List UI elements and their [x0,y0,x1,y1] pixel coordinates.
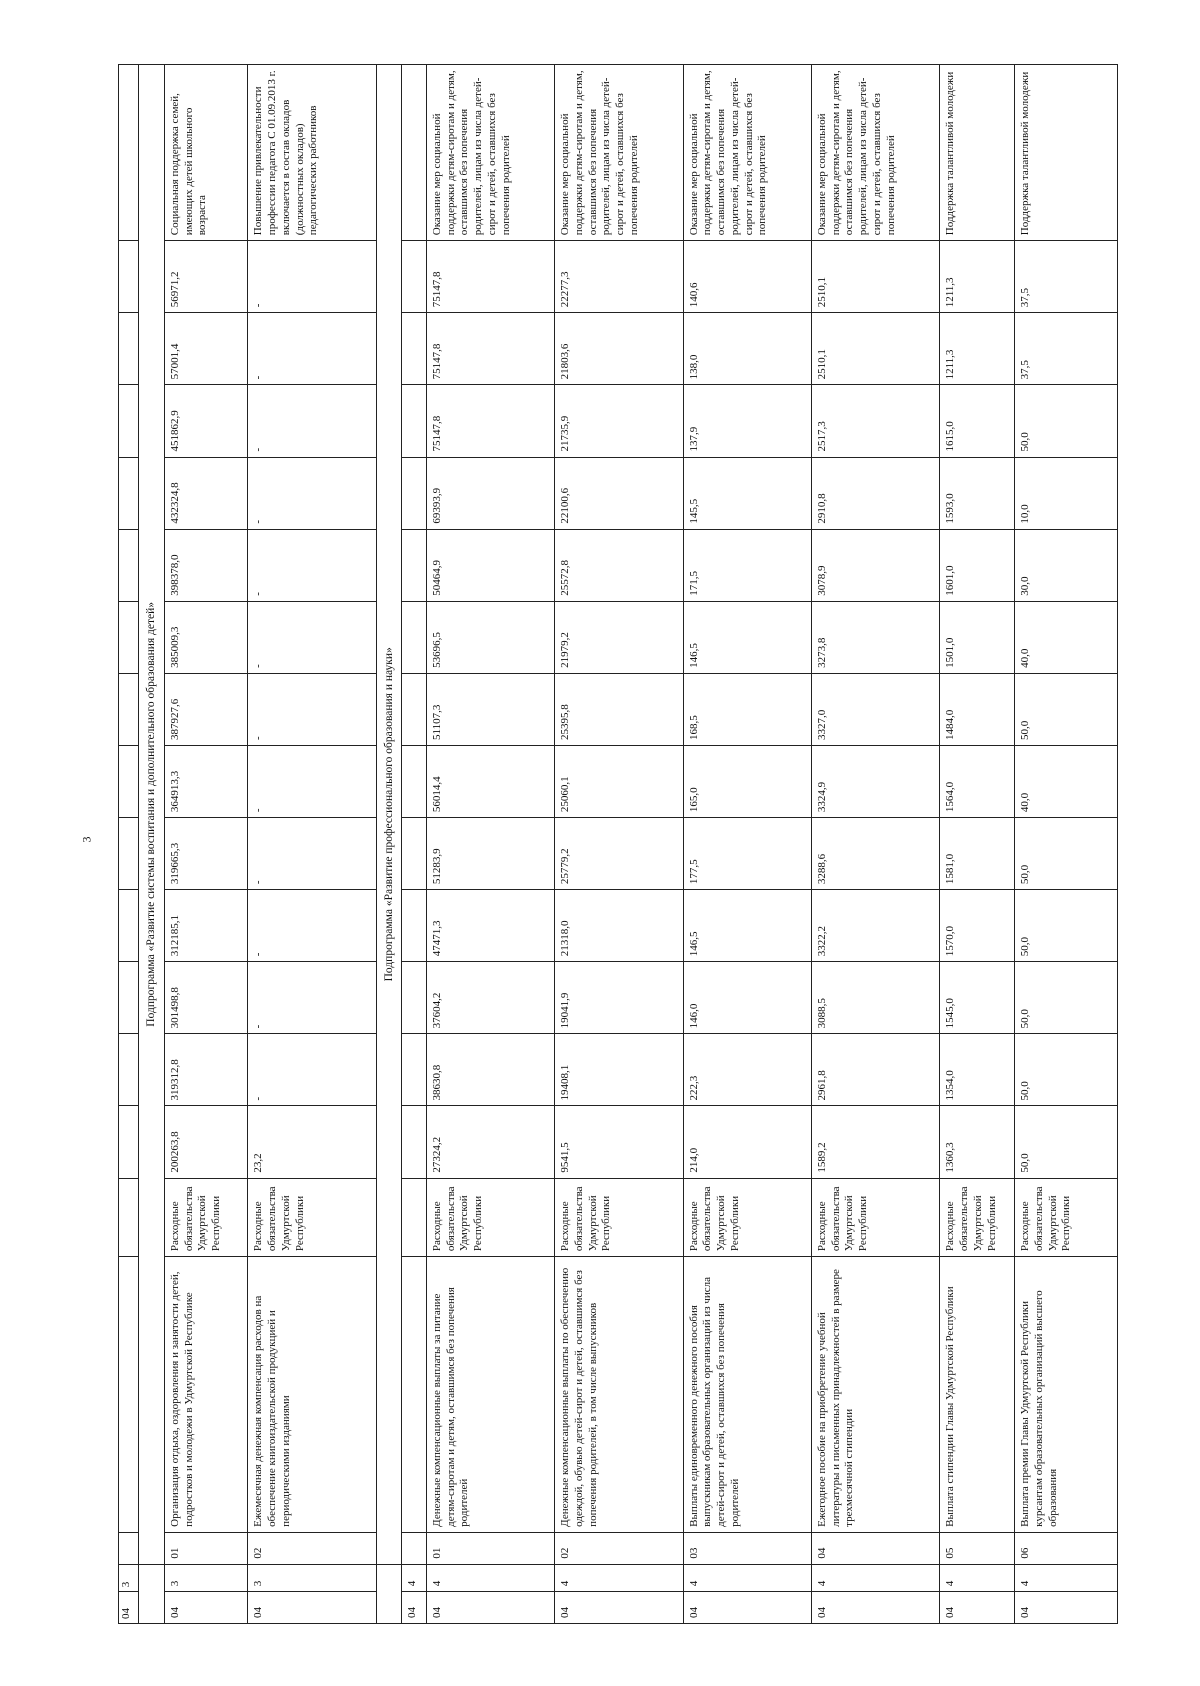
table-cell: 4 [555,1564,683,1592]
table-cell: 47471,3 [426,890,554,962]
table-cell: 146,5 [683,890,811,962]
table-cell: 214,0 [683,1106,811,1178]
table-cell: 23,2 [248,1106,376,1178]
table-cell: 1211,3 [940,241,1015,313]
subprogram-row [376,65,402,1624]
table-cell [119,1034,139,1106]
table-cell [402,385,426,457]
table-cell: 4 [1015,1564,1118,1592]
table-cell: 4 [940,1564,1015,1592]
table-cell [402,313,426,385]
table-cell: 4 [811,1564,939,1592]
table-cell: 385009,3 [164,601,247,673]
table-cell [402,890,426,962]
table-cell: 146,5 [683,601,811,673]
table-cell: 02 [248,1532,376,1564]
table-cell: 138,0 [683,313,811,385]
table-cell: 38630,8 [426,1034,554,1106]
table-cell: 137,9 [683,385,811,457]
table-cell [402,1532,426,1564]
table-cell [119,1178,139,1256]
table-cell: 50,0 [1015,962,1118,1034]
table-cell [119,1106,139,1178]
table-cell: 387927,6 [164,673,247,745]
table-cell: 3273,8 [811,601,939,673]
table-cell: Расходные обязательства Удмуртской Республики [555,1178,683,1256]
table-cell: - [248,529,376,601]
table-cell: 25395,8 [555,673,683,745]
table-cell: 4 [402,1564,426,1592]
header-code-row [119,65,139,1624]
table-row [164,65,247,1624]
table-cell [402,962,426,1034]
table-cell [402,601,426,673]
table-cell: - [248,601,376,673]
table-cell: 1211,3 [940,313,1015,385]
table-cell: 50,0 [1015,1034,1118,1106]
table-cell: 04 [402,1592,426,1624]
table-cell: 4 [426,1564,554,1592]
table-cell: 200263,8 [164,1106,247,1178]
table-cell: 1484,0 [940,673,1015,745]
table-cell [119,457,139,529]
table-cell: - [248,745,376,817]
table-row [1015,65,1118,1624]
table-cell: 50,0 [1015,890,1118,962]
table-cell: 2510,1 [811,241,939,313]
table-cell: 3322,2 [811,890,939,962]
table-cell [119,890,139,962]
table-cell: Оказание мер социальной поддержки детям-сиротам и детям, оставшимся без попечения родителей, лицам из числа детей-сирот и детей, оставшихся без попечения родителей [426,65,554,241]
table-cell: 432324,8 [164,457,247,529]
table-row [426,65,554,1624]
table-cell: Оказание мер социальной поддержки детям-сиротам и детям, оставшимся без попечения родителей, лицам из числа детей-сирот и детей, оставшихся без попечения родителей [683,65,811,241]
subprogram-code-cell [376,1564,402,1623]
table-cell: Социальная поддержка семей, имеющих детей школьного возраста [164,65,247,241]
table-cell: - [248,818,376,890]
table-cell: 50,0 [1015,1106,1118,1178]
table-cell [119,745,139,817]
table-cell: 30,0 [1015,529,1118,601]
table-cell [402,1106,426,1178]
table-cell: 02 [555,1532,683,1564]
table-cell: 3 [248,1564,376,1592]
table-cell: Денежные компенсационные выплаты по обеспечению одеждой, обувью детей-сирот и детей, оставшимся без попечения родителей, в том числе выпускников [555,1257,683,1533]
table-cell [119,962,139,1034]
table-cell: Денежные компенсационные выплаты за питание детям-сиротам и детям, оставшимся без попечения родителей [426,1257,554,1533]
table-cell: 177,5 [683,818,811,890]
table-cell: 2517,3 [811,385,939,457]
table-cell [402,457,426,529]
table-cell: 04 [683,1592,811,1624]
table-cell: 51283,9 [426,818,554,890]
table-cell: 2910,8 [811,457,939,529]
table-cell: Расходные обязательства Удмуртской Республики [164,1178,247,1256]
table-cell: 04 [1015,1592,1118,1624]
table-cell [119,385,139,457]
table-cell: 10,0 [1015,457,1118,529]
table-cell [119,1257,139,1533]
table-cell: 50,0 [1015,818,1118,890]
table-cell: 01 [164,1532,247,1564]
table-cell: 165,0 [683,745,811,817]
table-cell: - [248,241,376,313]
table-cell [402,818,426,890]
table-cell [119,65,139,241]
table-cell: 398378,0 [164,529,247,601]
table-cell: 451862,9 [164,385,247,457]
table-cell: 21735,9 [555,385,683,457]
table-cell: 140,6 [683,241,811,313]
table-cell: 168,5 [683,673,811,745]
table-row [940,65,1015,1624]
table-cell: 319312,8 [164,1034,247,1106]
table-cell: - [248,313,376,385]
table-cell: 1615,0 [940,385,1015,457]
table-cell [119,313,139,385]
table-cell: 2510,1 [811,313,939,385]
table-cell: 04 [119,1592,139,1624]
table-cell: - [248,673,376,745]
table-cell: 75147,8 [426,385,554,457]
table-cell: - [248,385,376,457]
table-cell: Расходные обязательства Удмуртской Республики [940,1178,1015,1256]
table-cell: 50,0 [1015,673,1118,745]
table-cell: 04 [164,1592,247,1624]
table-cell [402,1034,426,1106]
table-cell: 312185,1 [164,890,247,962]
subprogram-title: Подпрограмма «Развитие системы воспитания и дополнительного образования детей» [139,65,165,1565]
table-cell: 27324,2 [426,1106,554,1178]
table-cell: 22277,3 [555,241,683,313]
table-cell: Расходные обязательства Удмуртской Республики [426,1178,554,1256]
table-cell: 57001,4 [164,313,247,385]
subprogram-code-cell [139,1564,165,1623]
table-cell: 1570,0 [940,890,1015,962]
table-cell [402,1178,426,1256]
table-cell: 3088,5 [811,962,939,1034]
table-cell: 50,0 [1015,385,1118,457]
table-cell [119,818,139,890]
table-cell: 04 [248,1592,376,1624]
table-cell: 1589,2 [811,1106,939,1178]
table-cell: 25060,1 [555,745,683,817]
table-cell: 3 [119,1564,139,1592]
table-cell: 56014,4 [426,745,554,817]
table-cell [402,65,426,241]
table-cell: 01 [426,1532,554,1564]
table-cell: Поддержка талантливой молодежи [940,65,1015,241]
table-cell: 1581,0 [940,818,1015,890]
table-cell: Ежегодное пособие на приобретение учебной литературы и письменных принадлежностей в размере трехмесячной стипендии [811,1257,939,1533]
table-cell: 1354,0 [940,1034,1015,1106]
table-cell: 1601,0 [940,529,1015,601]
rotated-table-container [118,64,1118,1624]
table-cell: 37,5 [1015,241,1118,313]
table-cell: 19408,1 [555,1034,683,1106]
table-cell: 04 [426,1592,554,1624]
table-cell: Выплата премии Главы Удмуртской Республики курсантам образовательных организаций высшего образования [1015,1257,1118,1533]
table-cell: Повышение привлекательности профессии педагога С 01.09.2013 г. включается в состав окладов (должностных окладов) педагогических работников [248,65,376,241]
table-cell: 04 [811,1532,939,1564]
table-cell [402,745,426,817]
table-cell: 2961,8 [811,1034,939,1106]
table-cell: 301498,8 [164,962,247,1034]
table-cell: 21803,6 [555,313,683,385]
table-cell: 75147,8 [426,313,554,385]
table-cell: Расходные обязательства Удмуртской Республики [811,1178,939,1256]
table-cell [402,241,426,313]
table-cell: 04 [811,1592,939,1624]
table-cell: Расходные обязательства Удмуртской Республики [1015,1178,1118,1256]
table-cell: 25779,2 [555,818,683,890]
table-cell: Оказание мер социальной поддержки детям-сиротам и детям, оставшимся без попечения родителей, лицам из числа детей-сирот и детей, оставшихся без попечения родителей [811,65,939,241]
table-cell: 1360,3 [940,1106,1015,1178]
table-cell: 03 [683,1532,811,1564]
table-cell: 1545,0 [940,962,1015,1034]
table-cell: 145,5 [683,457,811,529]
table-cell: 222,3 [683,1034,811,1106]
table-cell [119,529,139,601]
table-cell: Поддержка талантливой молодежи [1015,65,1118,241]
table-cell: - [248,1034,376,1106]
subprogram-row [139,65,165,1624]
table-cell: 364913,3 [164,745,247,817]
page-number: 3 [79,836,94,843]
table-cell: 3324,9 [811,745,939,817]
table-cell: 75147,8 [426,241,554,313]
table-cell: 37,5 [1015,313,1118,385]
table-cell: 04 [940,1592,1015,1624]
table-cell: Выплата стипендии Главы Удмуртской Республики [940,1257,1015,1533]
table-cell: 69393,9 [426,457,554,529]
table-cell [402,529,426,601]
table-row [402,65,426,1624]
table-cell [119,601,139,673]
table-cell: 21318,0 [555,890,683,962]
table-cell: 319665,3 [164,818,247,890]
table-cell: 05 [940,1532,1015,1564]
table-cell: 3078,9 [811,529,939,601]
table-cell: - [248,890,376,962]
subprogram-title: Подпрограмма «Развитие профессионального образования и науки» [376,65,402,1565]
table-cell: 04 [555,1592,683,1624]
table-cell: 37604,2 [426,962,554,1034]
table-cell: Расходные обязательства Удмуртской Республики [683,1178,811,1256]
table-cell: 53696,5 [426,601,554,673]
table-cell: 3327,0 [811,673,939,745]
table-cell: 25572,8 [555,529,683,601]
table-cell: Организация отдыха, оздоровления и занятости детей, подростков и молодежи в Удмуртской Республике [164,1257,247,1533]
table-cell: 50464,9 [426,529,554,601]
table-cell: Ежемесячная денежная компенсация расходов на обеспечение книгоиздательской продукцией и периодическими изданиями [248,1257,376,1533]
budget-table [118,64,1118,1624]
table-cell: 4 [683,1564,811,1592]
table-cell [402,1257,426,1533]
table-cell: 22100,6 [555,457,683,529]
table-cell: 21979,2 [555,601,683,673]
table-cell: 06 [1015,1532,1118,1564]
table-cell: 3288,6 [811,818,939,890]
table-cell [119,241,139,313]
table-cell: 56971,2 [164,241,247,313]
table-cell: 1593,0 [940,457,1015,529]
table-cell: - [248,962,376,1034]
table-cell: 9541,5 [555,1106,683,1178]
table-cell: 40,0 [1015,745,1118,817]
table-row [248,65,376,1624]
table-cell: Расходные обязательства Удмуртской Республики [248,1178,376,1256]
table-cell: Выплаты единовременного денежного пособия выпускникам образовательных организаций из числа детей-сирот и детей, оставшихся без попечения родителей [683,1257,811,1533]
table-cell: 146,0 [683,962,811,1034]
table-cell [402,673,426,745]
table-cell [119,673,139,745]
table-cell: 1564,0 [940,745,1015,817]
table-row [555,65,683,1624]
table-row [811,65,939,1624]
table-cell: Оказание мер социальной поддержки детям-сиротам и детям, оставшимся без попечения родителей, лицам из числа детей-сирот и детей, оставшихся без попечения родителей [555,65,683,241]
table-row [683,65,811,1624]
table-cell: - [248,457,376,529]
table-cell: 3 [164,1564,247,1592]
table-cell: 19041,9 [555,962,683,1034]
table-cell: 40,0 [1015,601,1118,673]
table-cell: 171,5 [683,529,811,601]
table-cell: 1501,0 [940,601,1015,673]
table-cell [119,1532,139,1564]
table-cell: 51107,3 [426,673,554,745]
